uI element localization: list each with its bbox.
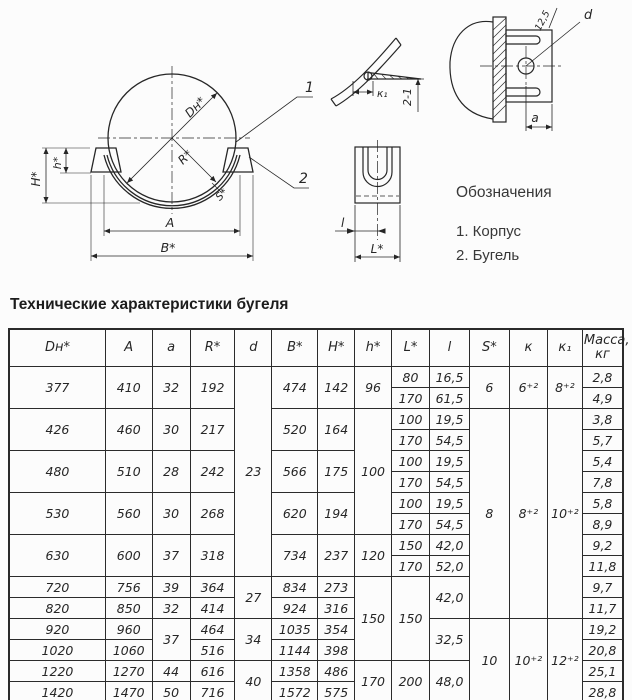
- label-s: S*: [213, 186, 231, 204]
- table-cell: 30: [152, 409, 190, 451]
- table-cell: 23: [235, 367, 272, 577]
- legend-title: Обозначения: [456, 184, 552, 201]
- column-header: l: [430, 329, 470, 367]
- weld-detail-view: [331, 38, 424, 112]
- label-roughness: 12,5: [532, 8, 553, 33]
- label-r: R*: [175, 147, 196, 168]
- table-cell: 11,8: [582, 556, 623, 577]
- table-cell: 364: [190, 577, 235, 598]
- label-dim-h-big: H*: [29, 171, 43, 187]
- column-header: к₁: [547, 329, 582, 367]
- table-cell: 19,5: [430, 451, 470, 472]
- table-cell: 460: [105, 409, 152, 451]
- column-header: h*: [355, 329, 392, 367]
- column-header: L*: [391, 329, 429, 367]
- table-cell: 37: [152, 619, 190, 661]
- table-cell: 30: [152, 493, 190, 535]
- column-header: A: [105, 329, 152, 367]
- table-cell: 9,7: [582, 577, 623, 598]
- table-cell: 54,5: [430, 514, 470, 535]
- label-dim-h-small: h*: [51, 156, 64, 170]
- table-cell: 820: [9, 598, 105, 619]
- table-cell: 54,5: [430, 472, 470, 493]
- table-cell: 19,2: [582, 619, 623, 640]
- table-cell: 426: [9, 409, 105, 451]
- table-cell: 3,8: [582, 409, 623, 430]
- table-cell: 170: [391, 514, 429, 535]
- table-cell: 25,1: [582, 661, 623, 682]
- body-wall: [493, 17, 506, 122]
- table-cell: 27: [235, 577, 272, 619]
- table-cell: 566: [272, 451, 318, 493]
- label-L-big: L*: [370, 242, 384, 256]
- table-cell: 960: [105, 619, 152, 640]
- table-cell: 39: [152, 577, 190, 598]
- end-view: [335, 140, 400, 262]
- table-cell: 630: [9, 535, 105, 577]
- specs-header-row: [9, 329, 623, 367]
- table-cell: 600: [105, 535, 152, 577]
- table-cell: 10⁺²: [509, 619, 547, 700]
- label-hole-d: d: [584, 8, 593, 23]
- table-cell: 44: [152, 661, 190, 682]
- table-cell: 354: [318, 619, 355, 640]
- table-cell: 20,8: [582, 640, 623, 661]
- table-cell: 16,5: [430, 367, 470, 388]
- callout-line-1: [236, 97, 313, 142]
- table-cell: 464: [190, 619, 235, 640]
- table-cell: 620: [272, 493, 318, 535]
- table-cell: 170: [391, 430, 429, 451]
- label-k1: к₁: [377, 88, 388, 100]
- table-cell: 2,8: [582, 367, 623, 388]
- table-cell: 1420: [9, 682, 105, 700]
- table-cell: 170: [355, 661, 392, 700]
- table-cell: 237: [318, 535, 355, 577]
- table-cell: 54,5: [430, 430, 470, 451]
- table-cell: 834: [272, 577, 318, 598]
- table-row: [9, 619, 623, 640]
- table-cell: 616: [190, 661, 235, 682]
- table-cell: 1358: [272, 661, 318, 682]
- table-cell: 37: [152, 535, 190, 577]
- body-outline: [450, 21, 493, 119]
- legend-item-bugel: 2. Бугель: [456, 247, 520, 264]
- table-cell: 8: [469, 409, 509, 619]
- table-cell: 5,8: [582, 493, 623, 514]
- table-cell: 1572: [272, 682, 318, 700]
- wall-hatching: [493, 18, 506, 118]
- table-cell: 8⁺²: [547, 367, 582, 409]
- table-cell: 12⁺²: [547, 619, 582, 700]
- label-dn: Dн*: [182, 94, 209, 121]
- table-cell: 1020: [9, 640, 105, 661]
- table-cell: 398: [318, 640, 355, 661]
- label-weld-depth: 2-1: [401, 88, 414, 106]
- table-cell: 5,4: [582, 451, 623, 472]
- specs-body: [9, 367, 623, 700]
- table-cell: 377: [9, 367, 105, 409]
- table-cell: 170: [391, 472, 429, 493]
- table-cell: 4,9: [582, 388, 623, 409]
- table-cell: 575: [318, 682, 355, 700]
- table-cell: 1470: [105, 682, 152, 700]
- table-cell: 530: [9, 493, 105, 535]
- column-header: S*: [469, 329, 509, 367]
- table-cell: 268: [190, 493, 235, 535]
- column-header: H*: [318, 329, 355, 367]
- table-cell: 474: [272, 367, 318, 409]
- column-header: B*: [272, 329, 318, 367]
- bugel-edge-section: [368, 73, 421, 80]
- table-cell: 920: [9, 619, 105, 640]
- table-cell: 486: [318, 661, 355, 682]
- table-cell: 50: [152, 682, 190, 700]
- table-cell: 170: [391, 388, 429, 409]
- table-cell: 5,7: [582, 430, 623, 451]
- table-cell: 316: [318, 598, 355, 619]
- table-cell: 175: [318, 451, 355, 493]
- table-cell: 150: [355, 577, 392, 661]
- table-cell: 150: [391, 535, 429, 556]
- table-cell: 32: [152, 367, 190, 409]
- table-cell: 32: [152, 598, 190, 619]
- column-header: a: [152, 329, 190, 367]
- column-header: к: [509, 329, 547, 367]
- table-cell: 516: [190, 640, 235, 661]
- section-title: Технические характеристики бугеля: [10, 296, 289, 313]
- table-cell: 48,0: [430, 661, 470, 700]
- callout-1: 1: [305, 80, 314, 96]
- table-cell: 164: [318, 409, 355, 451]
- table-cell: 480: [9, 451, 105, 493]
- label-l-small: l: [341, 216, 345, 230]
- table-cell: 200: [391, 661, 429, 700]
- table-cell: 96: [355, 367, 392, 409]
- table-cell: 924: [272, 598, 318, 619]
- table-cell: 150: [391, 577, 429, 661]
- table-cell: 850: [105, 598, 152, 619]
- table-cell: 10: [469, 619, 509, 700]
- table-cell: 42,0: [430, 577, 470, 619]
- table-cell: 142: [318, 367, 355, 409]
- table-cell: 42,0: [430, 535, 470, 556]
- table-cell: 1144: [272, 640, 318, 661]
- column-header: Масса, кг: [582, 329, 623, 367]
- table-row: [9, 409, 623, 430]
- table-cell: 6: [469, 367, 509, 409]
- table-cell: 6⁺²: [509, 367, 547, 409]
- table-cell: 520: [272, 409, 318, 451]
- table-cell: 10⁺²: [547, 409, 582, 619]
- table-cell: 8,9: [582, 514, 623, 535]
- label-dim-a: A: [165, 215, 175, 230]
- table-cell: 61,5: [430, 388, 470, 409]
- table-cell: 8⁺²: [509, 409, 547, 619]
- table-cell: 28,8: [582, 682, 623, 700]
- side-view: [450, 8, 593, 131]
- table-cell: 756: [105, 577, 152, 598]
- table-cell: 32,5: [430, 619, 470, 661]
- table-row: [9, 367, 623, 388]
- column-header: R*: [190, 329, 235, 367]
- table-cell: 40: [235, 661, 272, 700]
- specs-table: [8, 328, 630, 700]
- table-cell: 170: [391, 556, 429, 577]
- table-cell: 7,8: [582, 472, 623, 493]
- table-cell: 410: [105, 367, 152, 409]
- label-dim-a-side: a: [531, 111, 539, 125]
- table-cell: 242: [190, 451, 235, 493]
- table-cell: 716: [190, 682, 235, 700]
- callout-2: 2: [299, 171, 308, 187]
- table-cell: 100: [391, 409, 429, 430]
- table-cell: 720: [9, 577, 105, 598]
- table-cell: 1220: [9, 661, 105, 682]
- table-cell: 34: [235, 619, 272, 661]
- legend-item-korpus: 1. Корпус: [456, 223, 522, 240]
- table-cell: 19,5: [430, 493, 470, 514]
- table-cell: 510: [105, 451, 152, 493]
- table-cell: 1270: [105, 661, 152, 682]
- table-cell: 318: [190, 535, 235, 577]
- table-cell: 1035: [272, 619, 318, 640]
- table-cell: 80: [391, 367, 429, 388]
- table-cell: 734: [272, 535, 318, 577]
- table-cell: 9,2: [582, 535, 623, 556]
- table-cell: 120: [355, 535, 392, 577]
- table-cell: 28: [152, 451, 190, 493]
- table-cell: 194: [318, 493, 355, 535]
- table-cell: 192: [190, 367, 235, 409]
- table-cell: 217: [190, 409, 235, 451]
- column-header: Dн*: [9, 329, 105, 367]
- column-header: d: [235, 329, 272, 367]
- table-cell: 100: [391, 451, 429, 472]
- table-cell: 19,5: [430, 409, 470, 430]
- table-cell: 1060: [105, 640, 152, 661]
- legend: [456, 184, 552, 268]
- table-cell: 560: [105, 493, 152, 535]
- table-cell: 11,7: [582, 598, 623, 619]
- main-view: [29, 66, 314, 261]
- table-cell: 273: [318, 577, 355, 598]
- label-dim-b: B*: [160, 240, 176, 255]
- table-cell: 100: [355, 409, 392, 535]
- table-cell: 414: [190, 598, 235, 619]
- table-cell: 52,0: [430, 556, 470, 577]
- table-cell: 100: [391, 493, 429, 514]
